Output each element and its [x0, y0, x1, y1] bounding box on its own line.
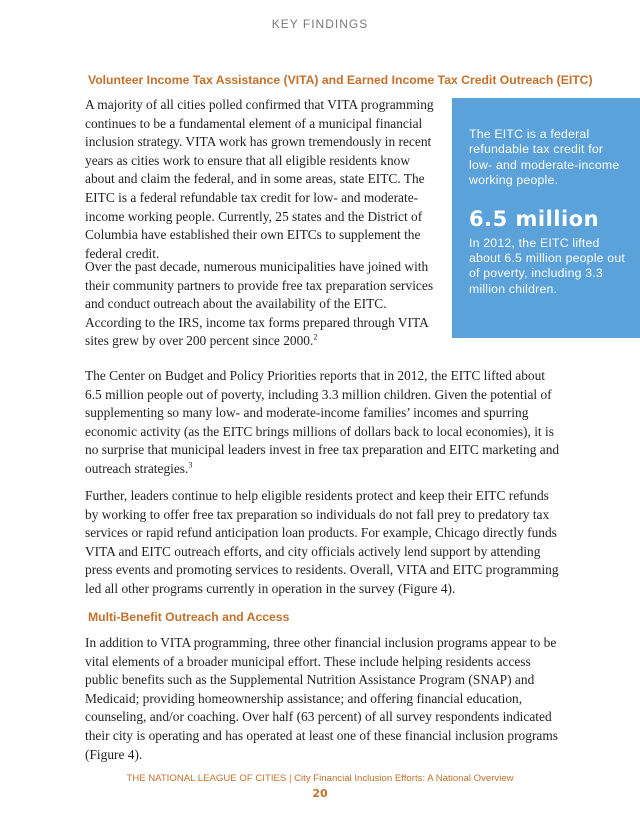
footnote-marker: 2: [313, 332, 318, 342]
section-heading-vita-eitc: Volunteer Income Tax Assistance (VITA) and Earned Income Tax Credit Outreach (EITC): [88, 73, 593, 87]
paragraph-text: Over the past decade, numerous municipalities have joined with their community partners to provide free tax preparation services and conduct outreach about the availability of the EITC. According to the IRS, income tax forms prepared through VITA sites grew by over 200 percent since 2000.: [85, 259, 434, 349]
paragraph-cbpp-report: [85, 367, 560, 479]
callout-detail: In 2012, the EITC lifted about 6.5 million people out of poverty, including 3.3 million children.: [469, 235, 626, 296]
page-number: 20: [312, 787, 328, 800]
paragraph-vita-intro: A majority of all cities polled confirmed that VITA programming continues to be a fundamental element of a municipal financial inclusion strategy. VITA work has grown tremendously in recent years as cities work to ensure that all eligible residents know about and claim the federal, and in some areas, state EITC. The EITC is a federal refundable tax credit for low- and moderate-income working people. Currently, 25 states and the District of Columbia have established their own EITCs to supplement the federal credit.: [85, 97, 434, 261]
paragraph-multi-benefit: In addition to VITA programming, three other financial inclusion programs appear to be vital elements of a broader municipal effort. These include helping residents access public benefits such as the Supplemental Nutrition Assistance Program (SNAP) and Medicaid; providing homeownership assistance; and offering financial education, counseling, and/or coaching. Over half (63 percent) of all survey respondents indicated their city is operating and has operated at least one of these financial inclusion programs (Figure 4).: [85, 635, 558, 762]
running-header: KEY FINDINGS: [271, 17, 369, 31]
paragraph-municipal-partners: [85, 258, 437, 351]
section-heading-multi-benefit: Multi-Benefit Outreach and Access: [88, 610, 290, 624]
callout-stat: 6.5 million: [469, 206, 600, 231]
footnote-marker: 3: [188, 460, 193, 470]
paragraph-protect-refunds: Further, leaders continue to help eligible residents protect and keep their EITC refunds by working to offer free tax preparation so individuals do not fall prey to predatory tax services or rapid refund anticipation loan products. For example, Chicago directly funds VITA and EITC outreach efforts, and city officials actively lend support by attending press events and promoting services to residents. Overall, VITA and EITC programming led all other programs currently in operation in the survey (Figure 4).: [85, 488, 559, 596]
eitc-callout-box: [452, 98, 640, 338]
paragraph-text: The Center on Budget and Policy Priorities reports that in 2012, the EITC lifted about 6.5 million people out of poverty, including 3.3 million children. Given the potential of supplementing so many low- and moderate-income families’ incomes and spurring economic activity (as the EITC brings millions of dollars back to local economies), it is no surprise that municipal leaders invest in free tax preparation and EITC marketing and outreach strategies.: [85, 368, 560, 476]
page-footer: THE NATIONAL LEAGUE OF CITIES | City Financial Inclusion Efforts: A National Overview: [126, 773, 514, 784]
callout-intro: The EITC is a federal refundable tax credit for low- and moderate-income working people.: [469, 127, 620, 188]
